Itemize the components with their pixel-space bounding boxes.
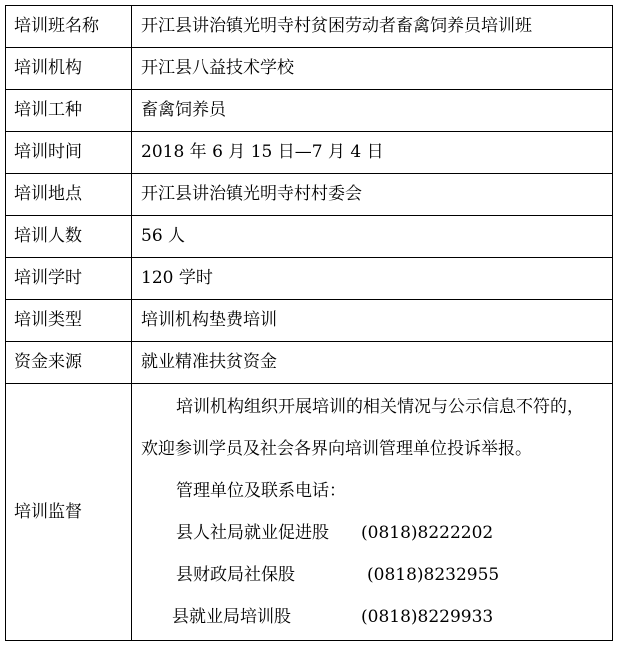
contact-item: [141, 596, 612, 638]
row-label: 培训机构: [6, 48, 132, 90]
table-row: [6, 174, 613, 216]
row-value: 开江县讲治镇光明寺村村委会: [132, 174, 613, 216]
supervision-text: [141, 386, 612, 638]
row-label: 培训地点: [6, 174, 132, 216]
row-label: 培训班名称: [6, 6, 132, 48]
contact-unit: 县就业局培训股: [172, 606, 291, 627]
contact-unit: 县财政局社保股: [176, 564, 295, 585]
row-label: 培训人数: [6, 216, 132, 258]
row-value: 就业精准扶贫资金: [132, 342, 613, 384]
contact-phone: (0818)8232955: [367, 564, 500, 585]
row-value: 开江县八益技术学校: [132, 48, 613, 90]
table-row: [6, 132, 613, 174]
contact-phone: (0818)8222202: [361, 522, 494, 543]
table-row: [6, 6, 613, 48]
contact-unit: 县人社局就业促进股: [176, 522, 329, 543]
row-value: 畜禽饲养员: [132, 90, 613, 132]
supervision-line-2: 欢迎参训学员及社会各界向培训管理单位投诉举报。: [141, 438, 532, 459]
table-row: [6, 48, 613, 90]
row-value: 56 人: [132, 216, 613, 258]
supervision-row: [6, 384, 613, 641]
contact-item: [141, 554, 612, 596]
table-row: [6, 90, 613, 132]
table-row: [6, 342, 613, 384]
row-value: 培训机构垫费培训: [132, 300, 613, 342]
contact-item: [141, 512, 612, 554]
table-row: [6, 258, 613, 300]
row-label: 培训工种: [6, 90, 132, 132]
contact-phone: (0818)8229933: [361, 606, 494, 627]
supervision-content: [132, 384, 613, 641]
row-value: 开江县讲治镇光明寺村贫困劳动者畜禽饲养员培训班: [132, 6, 613, 48]
row-label: 培训类型: [6, 300, 132, 342]
table-row: [6, 300, 613, 342]
row-label: 资金来源: [6, 342, 132, 384]
training-info-table: [5, 5, 613, 641]
supervision-label: 培训监督: [6, 384, 132, 641]
row-label: 培训学时: [6, 258, 132, 300]
row-label: 培训时间: [6, 132, 132, 174]
row-value: 2018 年 6 月 15 日—7 月 4 日: [132, 132, 613, 174]
contact-heading: 管理单位及联系电话：: [176, 480, 346, 501]
table-row: [6, 216, 613, 258]
supervision-line-1: 培训机构组织开展培训的相关情况与公示信息不符的，: [176, 396, 584, 417]
row-value: 120 学时: [132, 258, 613, 300]
